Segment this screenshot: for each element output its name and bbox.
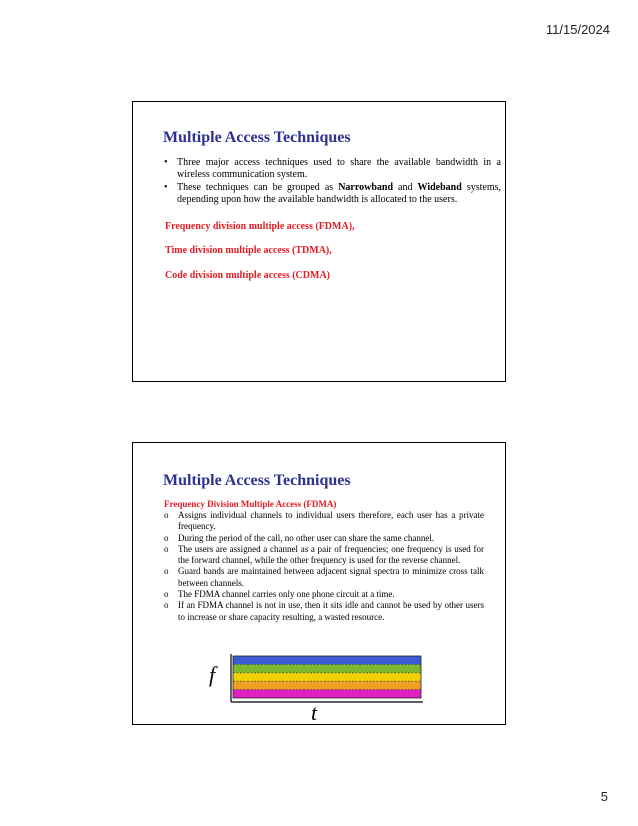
fdma-heading: Frequency Division Multiple Access (FDMA) [164, 499, 337, 509]
bold-term: Wideband [417, 182, 462, 193]
bold-term: Narrowband [338, 182, 394, 193]
circle-bullet-icon: o [164, 532, 169, 543]
circle-bullet-icon: o [164, 543, 169, 554]
bullet-text: The FDMA channel carries only one phone circuit at a time. [178, 589, 395, 600]
bullet-list [164, 157, 501, 207]
frequency-band [233, 690, 421, 698]
bullet-text: The users are assigned a channel as a pair of frequencies; one frequency is used for the forward channel, while the other frequency is used for the reverse channel. [178, 543, 484, 566]
list-item [164, 510, 484, 533]
bullet-text: Assigns individual channels to individual users therefore, each user has a private frequency. [178, 510, 484, 532]
bullet-icon: • [164, 182, 168, 193]
slide-2 [132, 442, 506, 725]
slide-1 [132, 101, 506, 382]
fdma-bullet-list [164, 510, 484, 623]
frequency-band [233, 656, 421, 664]
list-item [164, 589, 484, 600]
text-clip-area [133, 443, 505, 632]
list-item [164, 157, 501, 181]
circle-bullet-icon: o [164, 510, 169, 520]
frequency-band [233, 673, 421, 681]
technique-fdma: Frequency division multiple access (FDMA), [165, 221, 355, 232]
bullet-text: systems, depending upon how the available bandwidth is allocated to the users. [177, 182, 501, 205]
circle-bullet-icon: o [164, 600, 169, 611]
list-item [164, 182, 501, 206]
bullet-text: These techniques can be grouped as [177, 182, 339, 193]
bullet-text: During the period of the call, no other user can share the same channel. [178, 532, 435, 543]
bullet-text: Three major access techniques used to share the available bandwidth in a wireless communication system. [177, 157, 501, 180]
slide-title: Multiple Access Techniques [163, 472, 351, 489]
list-item [164, 566, 484, 589]
frequency-band [233, 664, 421, 672]
circle-bullet-icon: o [164, 566, 169, 577]
circle-bullet-icon: o [164, 589, 169, 600]
frequency-band [233, 681, 421, 689]
bullet-text: and [393, 182, 418, 193]
y-axis-label: f [209, 662, 216, 687]
page-date: 11/15/2024 [545, 22, 610, 37]
page-number: 5 [600, 789, 608, 804]
list-item [164, 533, 484, 544]
frequency-bands [233, 656, 421, 698]
list-item [164, 544, 484, 567]
bullet-text: Guard bands are maintained between adjacent signal spectra to minimize cross talk between channels. [178, 566, 484, 588]
technique-tdma: Time division multiple access (TDMA), [165, 245, 332, 256]
slide-title: Multiple Access Techniques [163, 129, 351, 146]
x-axis-label: t [311, 700, 318, 720]
list-item [164, 600, 484, 623]
bullet-icon: • [164, 157, 168, 168]
bullet-text: If an FDMA channel is not in use, then it sits idle and cannot be used by other users to increase or share capacity resulting, a wasted resource. [178, 600, 484, 622]
technique-cdma: Code division multiple access (CDMA) [165, 270, 330, 281]
fdma-diagram [203, 648, 433, 720]
